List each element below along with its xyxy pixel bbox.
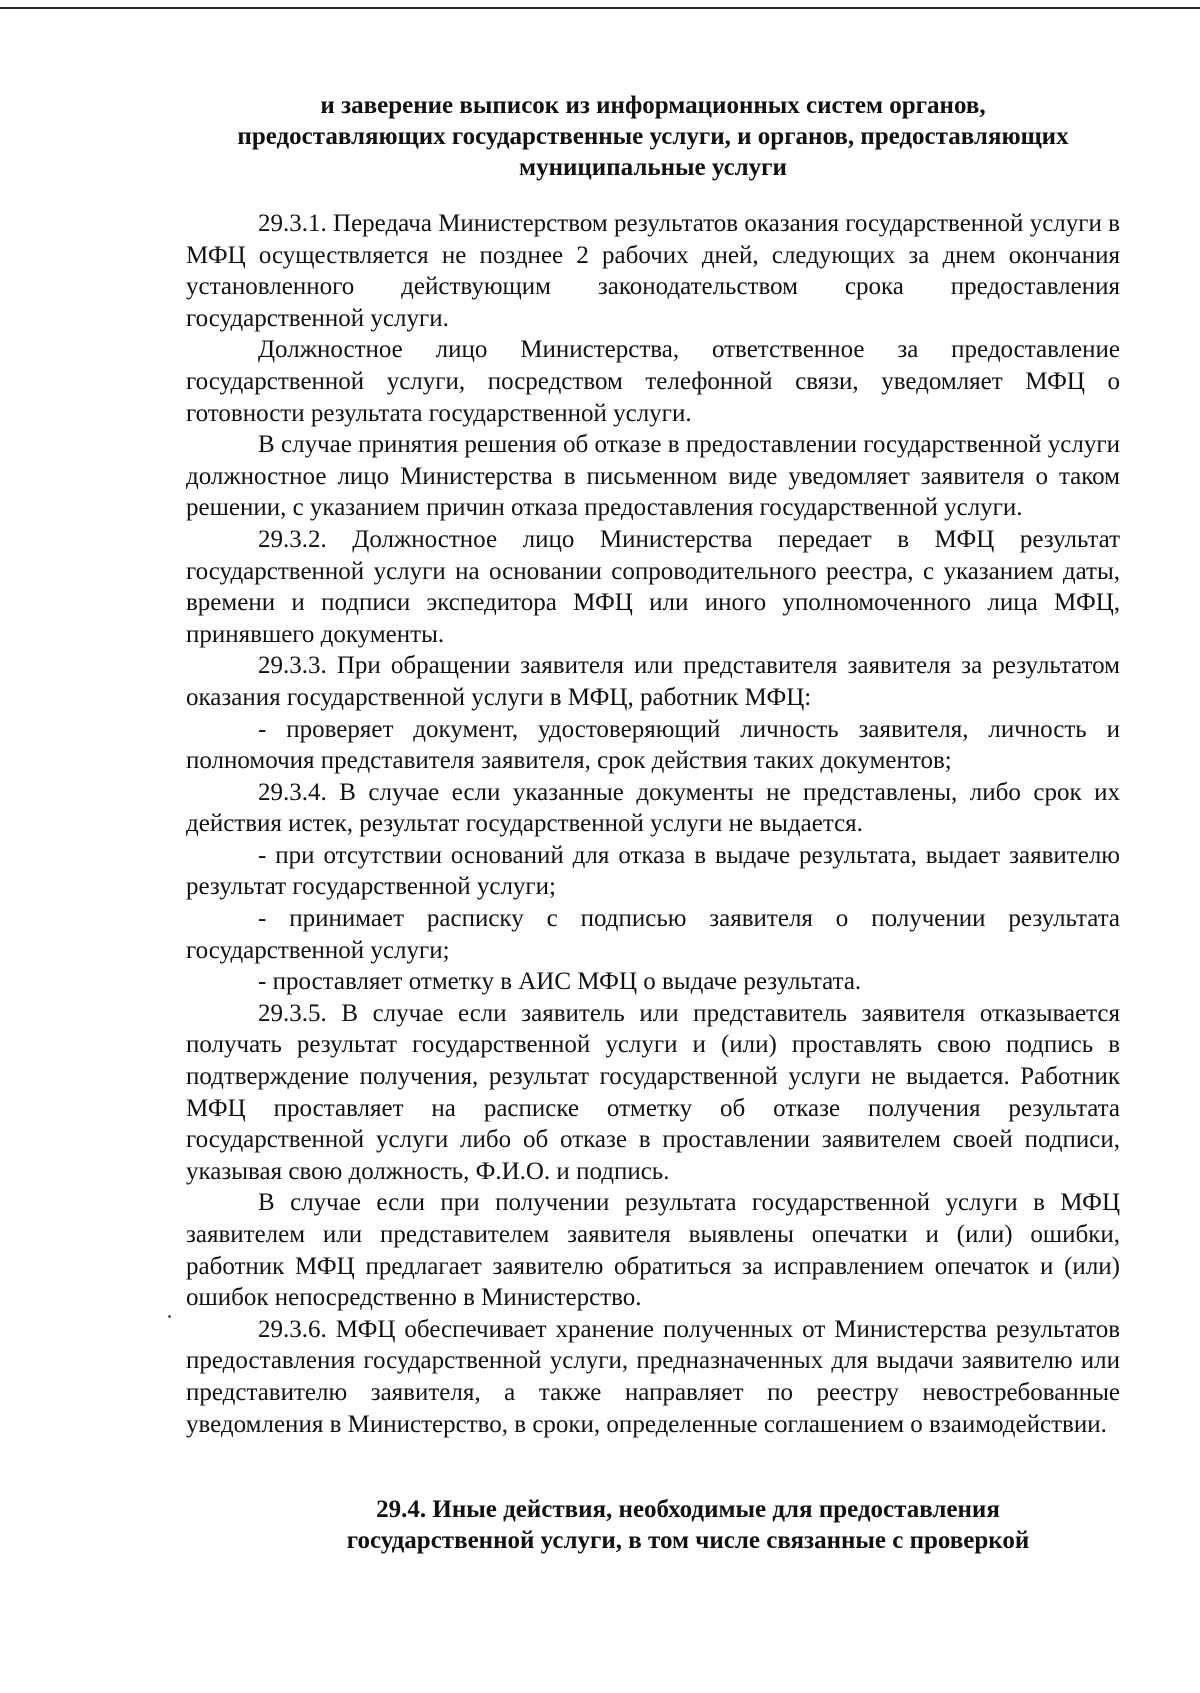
top-border-line (0, 7, 1200, 9)
paragraph-29-3-6: 29.3.6. МФЦ обеспечивает хранение полученных от Министерства результатов предоставления государственной услуги, предназначенных для выдачи заявителю или представителю заявителя, а также направляет по реестру невостребованные уведомления в Министерство, в сроки, определенные соглашением о взаимодействии. (186, 1315, 1120, 1438)
paragraph-29-3-5: 29.3.5. В случае если заявитель или представитель заявителя отказывается получать результат государственной услуги и (или) проставлять свою подпись в подтверждение получения, результат государственной услуги не выдается. Работник МФЦ проставляет на расписке отметку об отказе получения результата государственной услуги либо об отказе в проставлении заявителем своей подписи, указывая свою должность, Ф.И.О. и подпись. (186, 999, 1120, 1185)
paragraph: В случае если при получении результата государственной услуги в МФЦ заявителем или представителем заявителя выявлены опечатки и (или) ошибки, работник МФЦ предлагает заявителю обратиться за исправлением опечаток и (или) ошибок непосредственно в Министерство. (186, 1189, 1120, 1312)
heading-top-line: предоставляющих государственные услуги, и органов, предоставляющих (237, 123, 1069, 150)
paragraph-29-3-2: 29.3.2. Должностное лицо Министерства передает в МФЦ результат государственной услуги на основании сопроводительного реестра, с указанием даты, времени и подписи экспедитора МФЦ или иного уполномоченного лица МФЦ, принявшего документы. (186, 525, 1120, 648)
document-page (186, 90, 1120, 1556)
heading-bottom-line: 29.4. Иные действия, необходимые для предоставления (376, 1496, 1000, 1524)
paragraph-29-3-3: 29.3.3. При обращении заявителя или представителя заявителя за результатом оказания государственной услуги в МФЦ, работник МФЦ: (186, 652, 1120, 711)
paragraph-29-3-4: 29.3.4. В случае если указанные документы не представлены, либо срок их действия истек, результат государственной услуги не выдается. (186, 778, 1120, 838)
document-body (186, 208, 1120, 1440)
heading-bottom-line: государственной услуги, в том числе связанные с проверкой (346, 1527, 1030, 1555)
list-item: - проверяет документ, удостоверяющий личность заявителя, личность и полномочия представителя заявителя, срок действия таких документов; (186, 715, 1120, 775)
list-item: - проставляет отметку в АИС МФЦ о выдаче результата. (258, 968, 862, 996)
list-item: - при отсутствии оснований для отказа в выдаче результата, выдает заявителю результат государственной услуги; (186, 841, 1120, 901)
heading-top-line: и заверение выписок из информационных систем органов, (320, 92, 986, 119)
list-item: - принимает расписку с подписью заявителя о получении результата государственной услуги; (186, 905, 1120, 964)
paragraph: В случае принятия решения об отказе в предоставлении государственной услуги должностное лицо Министерства в письменном виде уведомляет заявителя о таком решении, с указанием причин отказа предоставления государственной услуги. (186, 431, 1120, 522)
paragraph: Должностное лицо Министерства, ответственное за предоставление государственной услуги, посредством телефонной связи, уведомляет МФЦ о готовности результата государственной услуги. (186, 336, 1120, 427)
section-heading-29-4 (186, 1494, 1120, 1556)
paragraph-29-3-1: 29.3.1. Передача Министерством результатов оказания государственной услуги в МФЦ осуществляется не позднее 2 рабочих дней, следующих за днем окончания установленного действующим законодательством срока предоставления государственной услуги. (186, 210, 1120, 332)
heading-top-line: муниципальные услуги (519, 154, 787, 181)
section-heading-top (186, 90, 1120, 183)
scan-artifact-dot (168, 1315, 171, 1318)
